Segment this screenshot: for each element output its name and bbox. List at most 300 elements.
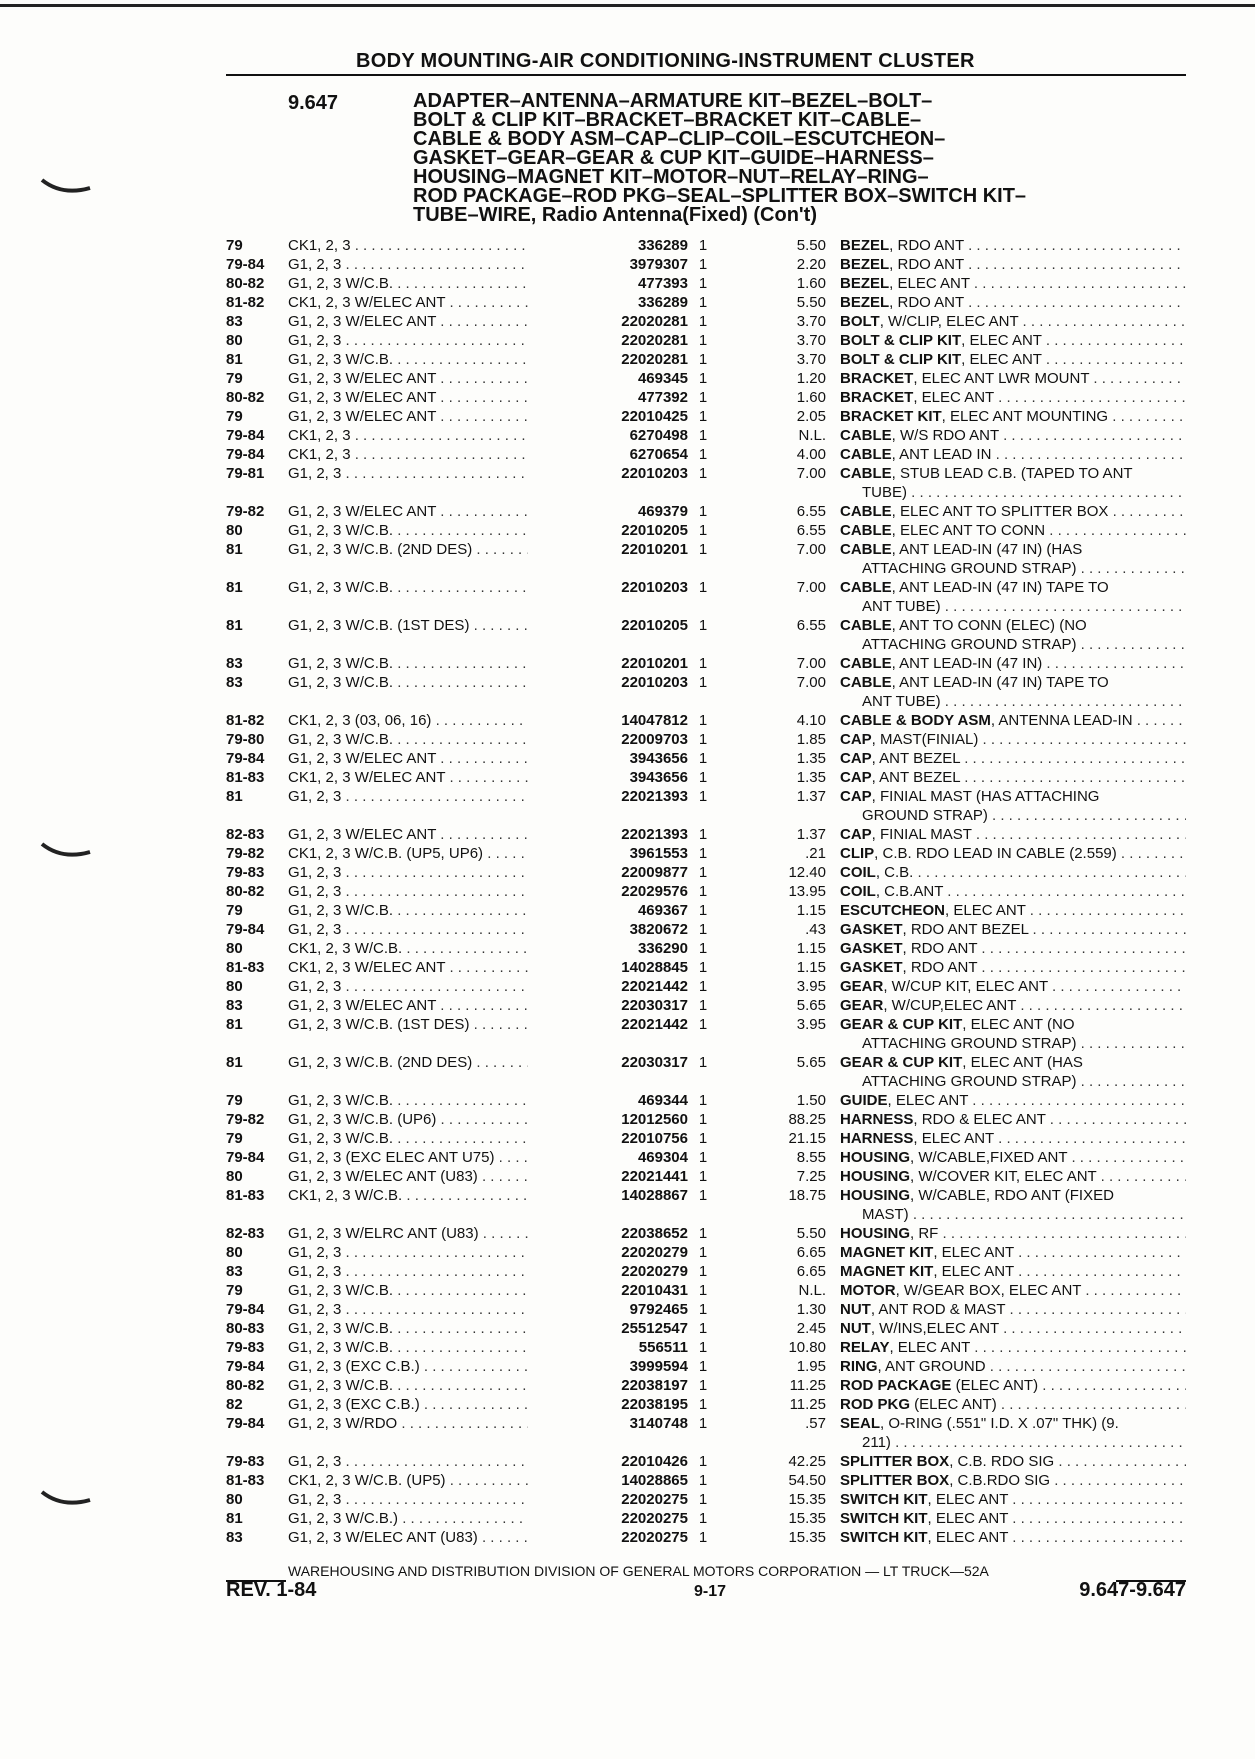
description-line	[840, 882, 1186, 901]
model-year: 79	[226, 370, 243, 387]
part-detail: , ELEC ANT	[927, 1510, 1009, 1527]
part-name: HOUSING	[840, 1168, 911, 1185]
model-year: 79-84	[226, 1301, 265, 1318]
description	[840, 331, 1186, 350]
model-year: 80	[226, 1244, 243, 1261]
quantity: 1	[698, 1491, 708, 1508]
part-detail: , ANT GROUND	[877, 1358, 986, 1375]
part-number: 3943656	[629, 769, 688, 786]
table-row	[226, 236, 1186, 255]
application: G1, 2, 3 W/C.B. . . .	[288, 730, 528, 749]
part-detail: , ANT ROD & MAST	[870, 1301, 1006, 1318]
part-name: CABLE & BODY ASM	[840, 712, 991, 729]
model-year: 83	[226, 674, 243, 691]
part-name: COIL	[840, 883, 876, 900]
description-line	[840, 1091, 1186, 1110]
model-year: 81-83	[226, 769, 265, 786]
application: G1, 2, 3 W/C.B. . . .	[288, 1319, 528, 1338]
part-detail: , RF	[910, 1225, 939, 1242]
description	[840, 350, 1186, 369]
part-detail: , ELEC ANT	[913, 1130, 994, 1147]
part-name: HOUSING	[840, 1187, 911, 1204]
part-name: SWITCH KIT	[840, 1529, 928, 1546]
list-price: 7.00	[796, 579, 826, 596]
table-row	[226, 711, 1186, 730]
part-number: 22021442	[621, 1016, 688, 1033]
quantity: 1	[698, 655, 708, 672]
application: G1, 2, 3 W/C.B. . . .	[288, 1281, 528, 1300]
part-detail: , C.B. RDO SIG	[949, 1453, 1055, 1470]
model-year: 79	[226, 408, 243, 425]
list-price: 5.50	[796, 237, 826, 254]
description	[840, 882, 1186, 901]
description-line	[840, 464, 1186, 483]
quantity: 1	[698, 1092, 708, 1109]
description	[840, 1338, 1186, 1357]
part-detail: , ELEC ANT	[961, 332, 1042, 349]
description-line	[840, 654, 1186, 673]
part-detail: , W/CUP,ELEC ANT	[883, 997, 1017, 1014]
model-year: 79	[226, 1130, 243, 1147]
list-price: 1.35	[796, 750, 826, 767]
description-line	[840, 274, 1186, 293]
table-row	[226, 274, 1186, 293]
application: G1, 2, 3 W/C.B. (1ST DES) . . .	[288, 616, 528, 635]
part-detail: , RDO ANT BEZEL	[902, 921, 1029, 938]
part-number: 22010203	[621, 674, 688, 691]
part-detail: , ANT LEAD-IN (47 IN) TAPE TO	[891, 579, 1109, 596]
description	[840, 274, 1186, 293]
description-line	[840, 388, 1186, 407]
part-detail: , ELEC ANT	[961, 351, 1042, 368]
model-year: 79	[226, 1092, 243, 1109]
part-number: 22020275	[621, 1510, 688, 1527]
application: G1, 2, 3 W/C.B. . . .	[288, 274, 528, 293]
list-price: 2.20	[796, 256, 826, 273]
section-title	[413, 92, 1153, 225]
part-number: 9792465	[629, 1301, 688, 1318]
application: G1, 2, 3 W/RDO . . .	[288, 1414, 528, 1433]
description	[840, 977, 1186, 996]
part-number: 477392	[637, 389, 688, 406]
application: G1, 2, 3 W/C.B. (2ND DES) . . .	[288, 1053, 528, 1072]
part-detail: , ELEC ANT	[913, 389, 994, 406]
quantity: 1	[698, 617, 708, 634]
part-detail: , W/CABLE, RDO ANT (FIXED	[910, 1187, 1114, 1204]
list-price: 6.55	[796, 503, 826, 520]
list-price: 7.00	[796, 674, 826, 691]
part-number: 22010201	[621, 541, 688, 558]
description-line	[840, 407, 1186, 426]
part-name: GUIDE	[840, 1092, 888, 1109]
parts-list	[226, 236, 1186, 1547]
list-price: 11.25	[789, 1377, 826, 1394]
list-price: 11.25	[789, 1396, 826, 1413]
model-year: 79-83	[226, 864, 265, 881]
model-year: 79-83	[226, 1339, 265, 1356]
part-number: 22020275	[621, 1529, 688, 1546]
quantity: 1	[698, 1130, 708, 1147]
part-number: 22038652	[621, 1225, 688, 1242]
quantity: 1	[698, 1225, 708, 1242]
list-price: 1.60	[796, 275, 826, 292]
list-price: 1.50	[796, 1092, 826, 1109]
part-number: 3943656	[629, 750, 688, 767]
list-price: 5.65	[796, 1054, 826, 1071]
quantity: 1	[698, 1149, 708, 1166]
list-price: 7.00	[796, 655, 826, 672]
quantity: 1	[698, 845, 708, 862]
application: G1, 2, 3 W/C.B. . . .	[288, 1091, 528, 1110]
list-price: N.L.	[798, 1282, 826, 1299]
application: G1, 2, 3 W/C.B. . . .	[288, 673, 528, 692]
description-line	[840, 578, 1186, 597]
part-number: 14028865	[621, 1472, 688, 1489]
table-row	[226, 996, 1186, 1015]
application: G1, 2, 3 . . .	[288, 1452, 528, 1471]
table-row	[226, 293, 1186, 312]
part-name: CAP	[840, 750, 872, 767]
table-row	[226, 787, 1186, 825]
application: G1, 2, 3 W/ELEC ANT . . .	[288, 825, 528, 844]
description	[840, 426, 1186, 445]
part-name: SPLITTER BOX	[840, 1472, 950, 1489]
quantity: 1	[698, 750, 708, 767]
quantity: 1	[698, 465, 708, 482]
description	[840, 787, 1186, 825]
part-number: 22021393	[621, 826, 688, 843]
description	[840, 920, 1186, 939]
quantity: 1	[698, 864, 708, 881]
application: G1, 2, 3 W/C.B.) . . .	[288, 1509, 528, 1528]
part-name: SPLITTER BOX	[840, 1453, 950, 1470]
part-detail: , W/INS,ELEC ANT	[870, 1320, 999, 1337]
part-name: BRACKET	[840, 389, 914, 406]
model-year: 81-83	[226, 1472, 265, 1489]
table-row	[226, 939, 1186, 958]
section-number: 9.647	[288, 92, 339, 114]
application: G1, 2, 3 . . .	[288, 331, 528, 350]
section-title-line: ADAPTER–ANTENNA–ARMATURE KIT–BEZEL–BOLT–	[413, 90, 933, 112]
quantity: 1	[698, 883, 708, 900]
table-row	[226, 369, 1186, 388]
description	[840, 673, 1186, 711]
list-price: .57	[805, 1415, 826, 1432]
table-row	[226, 920, 1186, 939]
table-row	[226, 1319, 1186, 1338]
table-row	[226, 521, 1186, 540]
quantity: 1	[698, 978, 708, 995]
part-name: ESCUTCHEON	[840, 902, 946, 919]
quantity: 1	[698, 1263, 708, 1280]
description	[840, 236, 1186, 255]
part-detail: , ELEC ANT	[887, 1092, 969, 1109]
description-line	[840, 293, 1186, 312]
part-name: CABLE	[840, 522, 892, 539]
part-number: 3820672	[629, 921, 688, 938]
part-name: HOUSING	[840, 1225, 911, 1242]
description-line	[840, 1414, 1186, 1433]
quantity: 1	[698, 408, 708, 425]
part-detail: , ELEC ANT	[927, 1529, 1009, 1546]
part-number: 22009703	[621, 731, 688, 748]
part-number: 22021442	[621, 978, 688, 995]
table-row	[226, 1338, 1186, 1357]
part-name: CAP	[840, 769, 872, 786]
part-name: CAP	[840, 731, 872, 748]
part-detail: (ELEC ANT)	[910, 1396, 997, 1413]
quantity: 1	[698, 1415, 708, 1432]
application: G1, 2, 3 (EXC ELEC ANT U75) . . .	[288, 1148, 528, 1167]
footer-organization: WAREHOUSING AND DISTRIBUTION DIVISION OF GENERAL MOTORS CORPORATION — LT TRUCK—52A	[288, 1563, 989, 1579]
description	[840, 407, 1186, 426]
table-row	[226, 1262, 1186, 1281]
description-line	[840, 1490, 1186, 1509]
application: G1, 2, 3 W/ELEC ANT (U83) . . .	[288, 1167, 528, 1186]
table-row	[226, 730, 1186, 749]
part-name: NUT	[840, 1301, 871, 1318]
model-year: 81	[226, 1016, 243, 1033]
description	[840, 768, 1186, 787]
part-detail: , RDO ANT	[902, 940, 978, 957]
list-price: 1.15	[796, 959, 826, 976]
table-row	[226, 407, 1186, 426]
table-row	[226, 1452, 1186, 1471]
section-title-line: GASKET–GEAR–GEAR & CUP KIT–GUIDE–HARNESS–	[413, 147, 934, 169]
table-row	[226, 1110, 1186, 1129]
part-detail: , ANT LEAD IN	[891, 446, 992, 463]
part-detail: , STUB LEAD C.B. (TAPED TO ANT	[891, 465, 1133, 482]
table-row	[226, 1395, 1186, 1414]
description-line	[840, 1395, 1186, 1414]
part-name: GASKET	[840, 959, 903, 976]
table-row	[226, 1148, 1186, 1167]
description	[840, 1262, 1186, 1281]
description	[840, 939, 1186, 958]
quantity: 1	[698, 1453, 708, 1470]
part-detail: , W/COVER KIT, ELEC ANT	[910, 1168, 1097, 1185]
model-year: 81	[226, 788, 243, 805]
part-detail: , C.B.RDO SIG	[949, 1472, 1051, 1489]
part-name: CAP	[840, 788, 872, 805]
application: CK1, 2, 3 . . .	[288, 445, 528, 464]
description-line	[840, 730, 1186, 749]
list-price: 13.95	[788, 883, 826, 900]
application: G1, 2, 3 . . .	[288, 882, 528, 901]
table-row	[226, 540, 1186, 578]
application: G1, 2, 3 . . .	[288, 464, 528, 483]
table-row	[226, 673, 1186, 711]
table-row	[226, 901, 1186, 920]
part-detail: , W/CABLE,FIXED ANT	[910, 1149, 1068, 1166]
quantity: 1	[698, 522, 708, 539]
description	[840, 540, 1186, 578]
part-number: 22020281	[621, 351, 688, 368]
list-price: 21.15	[788, 1130, 826, 1147]
quantity: 1	[698, 503, 708, 520]
table-row	[226, 388, 1186, 407]
part-detail: , ELEC ANT (HAS	[962, 1054, 1083, 1071]
application: G1, 2, 3 . . .	[288, 1490, 528, 1509]
description	[840, 1357, 1186, 1376]
part-number: 469345	[637, 370, 688, 387]
model-year: 79-84	[226, 256, 265, 273]
model-year: 82-83	[226, 826, 265, 843]
part-name: BEZEL	[840, 237, 890, 254]
binder-hole-mark-middle	[40, 842, 92, 860]
list-price: 1.37	[796, 826, 826, 843]
table-row	[226, 1015, 1186, 1053]
quantity: 1	[698, 788, 708, 805]
model-year: 79	[226, 902, 243, 919]
table-row	[226, 1509, 1186, 1528]
table-row	[226, 844, 1186, 863]
part-name: HOUSING	[840, 1149, 911, 1166]
part-number: 14028845	[621, 959, 688, 976]
description-line	[840, 920, 1186, 939]
list-price: 3.70	[796, 332, 826, 349]
part-number: 22021441	[621, 1168, 688, 1185]
part-detail: , ANT LEAD-IN (47 IN) (HAS	[891, 541, 1083, 558]
section-title-line: BOLT & CLIP KIT–BRACKET–BRACKET KIT–CABLE–	[413, 109, 922, 131]
description	[840, 1452, 1186, 1471]
description-line	[840, 1110, 1186, 1129]
description-line	[840, 1357, 1186, 1376]
application: G1, 2, 3 W/ELEC ANT . . .	[288, 996, 528, 1015]
list-price: 54.50	[788, 1472, 826, 1489]
part-detail: , O-RING (.551" I.D. X .07" THK) (9.	[880, 1415, 1119, 1432]
description	[840, 1319, 1186, 1338]
description	[840, 616, 1186, 654]
application: G1, 2, 3 (EXC C.B.) . . .	[288, 1357, 528, 1376]
table-row	[226, 882, 1186, 901]
part-name: COIL	[840, 864, 876, 881]
part-number: 22029576	[621, 883, 688, 900]
description	[840, 1528, 1186, 1547]
model-year: 79-84	[226, 1358, 265, 1375]
model-year: 79-84	[226, 1149, 265, 1166]
part-name: NUT	[840, 1320, 871, 1337]
description-line	[840, 863, 1186, 882]
part-number: 469304	[637, 1149, 688, 1166]
table-row	[226, 578, 1186, 616]
list-price: 10.80	[788, 1339, 826, 1356]
part-detail: , RDO ANT	[902, 959, 978, 976]
table-row	[226, 1376, 1186, 1395]
model-year: 83	[226, 1263, 243, 1280]
list-price: 12.40	[788, 864, 826, 881]
part-name: MOTOR	[840, 1282, 896, 1299]
model-year: 81-83	[226, 1187, 265, 1204]
part-name: CABLE	[840, 617, 892, 634]
description	[840, 1091, 1186, 1110]
description	[840, 1015, 1186, 1053]
part-detail: (ELEC ANT)	[951, 1377, 1039, 1394]
model-year: 81-82	[226, 294, 265, 311]
part-detail: , W/S RDO ANT	[891, 427, 999, 444]
part-number: 22021393	[621, 788, 688, 805]
part-name: SWITCH KIT	[840, 1491, 928, 1508]
part-name: CAP	[840, 826, 872, 843]
description-line	[840, 521, 1186, 540]
model-year: 83	[226, 313, 243, 330]
part-name: BEZEL	[840, 275, 890, 292]
list-price: 42.25	[788, 1453, 826, 1470]
part-detail: , ANT LEAD-IN (47 IN)	[891, 655, 1043, 672]
part-number: 22010203	[621, 579, 688, 596]
description	[840, 255, 1186, 274]
quantity: 1	[698, 1111, 708, 1128]
part-name: BRACKET	[840, 370, 914, 387]
model-year: 79-84	[226, 1415, 265, 1432]
part-detail: , ELEC ANT	[889, 275, 970, 292]
table-row	[226, 1053, 1186, 1091]
part-name: CABLE	[840, 655, 892, 672]
part-number: 3961553	[629, 845, 688, 862]
part-number: 3140748	[629, 1415, 688, 1432]
model-year: 82-83	[226, 1225, 265, 1242]
footer-page-number: 9-17	[694, 1583, 727, 1600]
part-detail: , ELEC ANT	[945, 902, 1026, 919]
part-name: CABLE	[840, 579, 892, 596]
description	[840, 1395, 1186, 1414]
description	[840, 1224, 1186, 1243]
part-detail: ANT TUBE)	[862, 598, 941, 615]
quantity: 1	[698, 997, 708, 1014]
footer-section-range: 9.647-9.647	[1079, 1579, 1186, 1601]
part-number: 22020281	[621, 313, 688, 330]
model-year: 80-82	[226, 883, 265, 900]
part-number: 22020281	[621, 332, 688, 349]
model-year: 83	[226, 655, 243, 672]
description-line	[840, 540, 1186, 559]
part-number: 6270498	[629, 427, 688, 444]
application: G1, 2, 3 W/ELEC ANT . . .	[288, 502, 528, 521]
application: G1, 2, 3 . . .	[288, 977, 528, 996]
application: G1, 2, 3 W/C.B. (UP6) . . .	[288, 1110, 528, 1129]
quantity: 1	[698, 712, 708, 729]
part-name: RING	[840, 1358, 878, 1375]
quantity: 1	[698, 921, 708, 938]
model-year: 80	[226, 1168, 243, 1185]
application: G1, 2, 3 W/C.B. . . .	[288, 1338, 528, 1357]
part-detail: GROUND STRAP)	[862, 807, 988, 824]
part-number: 22038195	[621, 1396, 688, 1413]
model-year: 81-83	[226, 959, 265, 976]
part-number: 22020275	[621, 1491, 688, 1508]
table-row	[226, 616, 1186, 654]
part-name: CABLE	[840, 427, 892, 444]
description	[840, 1110, 1186, 1129]
part-number: 22010205	[621, 522, 688, 539]
table-row	[226, 1471, 1186, 1490]
description	[840, 1414, 1186, 1452]
description-line	[840, 1319, 1186, 1338]
application: CK1, 2, 3 W/ELEC ANT . . .	[288, 293, 528, 312]
description	[840, 502, 1186, 521]
model-year: 80	[226, 1491, 243, 1508]
part-name: CLIP	[840, 845, 875, 862]
application: CK1, 2, 3 (03, 06, 16) . . .	[288, 711, 528, 730]
description-line	[840, 939, 1186, 958]
quantity: 1	[698, 902, 708, 919]
application: CK1, 2, 3 . . .	[288, 236, 528, 255]
description-line	[840, 445, 1186, 464]
part-number: 22010201	[621, 655, 688, 672]
application: G1, 2, 3 W/C.B. . . .	[288, 1376, 528, 1395]
description	[840, 711, 1186, 730]
part-detail: , ELEC ANT MOUNTING	[941, 408, 1109, 425]
